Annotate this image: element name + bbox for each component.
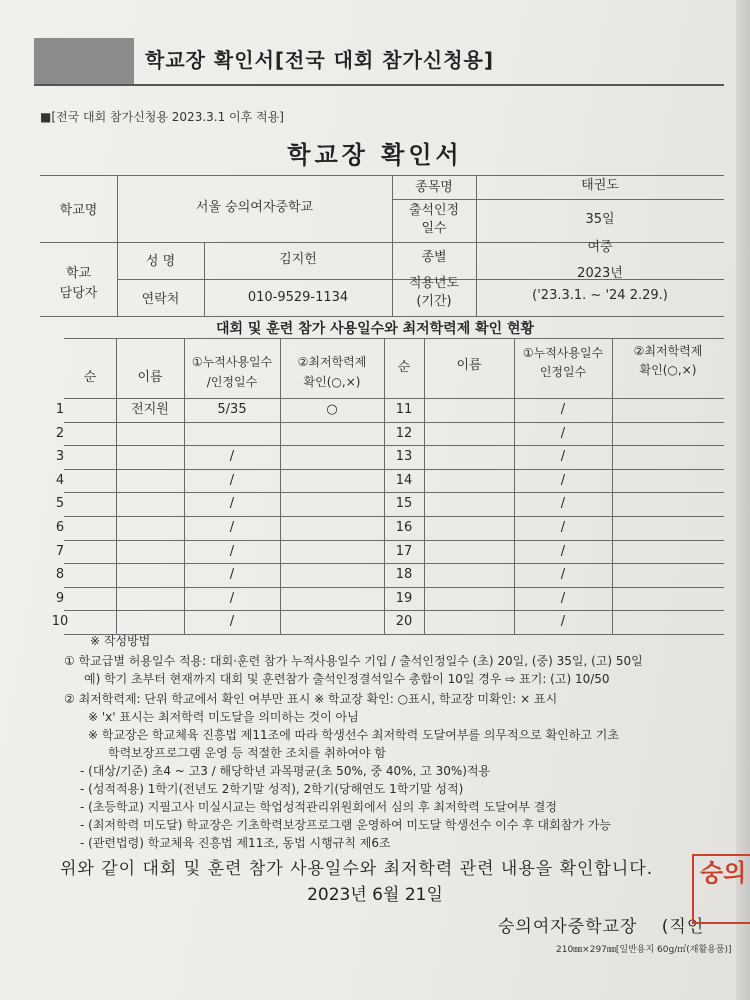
row-number: 7 <box>55 543 65 559</box>
name-value: 김지헌 <box>279 252 317 267</box>
row-min-check: ○ <box>326 402 338 417</box>
note-1a: ① 학교급별 허용일수 적용: 대회·훈련 참가 누적사용일수 기입 / 출석인정일수 (초) 20일, (중) 35일, (고) 50일 <box>64 654 643 668</box>
col-header-min-left-1: ②최저학력제 <box>297 355 367 369</box>
row-number: 18 <box>395 567 413 583</box>
row-days: / <box>229 590 235 606</box>
attend-label-1: 출석인정 <box>408 203 460 218</box>
table-row-line <box>64 610 724 611</box>
row-number: 10 <box>51 614 69 630</box>
signer-name: 숭의여자중학교장 <box>498 917 638 937</box>
note-7: - (관련법령) 학교체육 진흥법 제11조, 동법 시행규칙 제6조 <box>80 836 391 850</box>
row-days: / <box>560 614 566 630</box>
col-header-days-left-2: /인정일수 <box>206 375 258 389</box>
info-table-top <box>40 175 724 176</box>
name-label: 성 명 <box>145 254 176 269</box>
row-days: / <box>560 496 566 512</box>
period-value: ('23.3.1. ~ '24 2.29.) <box>532 288 668 303</box>
manager-label-1: 학교 <box>65 266 92 281</box>
row-days: / <box>560 543 566 559</box>
table-row-line <box>64 563 724 564</box>
contact-value: 010-9529-1134 <box>247 290 349 305</box>
row-number: 13 <box>395 449 413 465</box>
table-row-line <box>64 469 724 470</box>
table-column-line <box>612 338 613 634</box>
principal-signature-line <box>498 912 704 937</box>
table-column-line <box>424 338 425 634</box>
info-row-divider-right-1 <box>392 199 724 200</box>
document-title: 학교장 확인서 <box>287 141 463 169</box>
row-number: 19 <box>395 590 413 606</box>
row-number: 20 <box>395 614 413 630</box>
contact-label: 연락처 <box>141 292 180 307</box>
col-header-days-right-1: ①누적사용일수 <box>522 346 604 360</box>
note-3: - (대상/기준) 초4 ~ 고3 / 해당학년 과목평균(초 50%, 중 40%, 고 30%)적용 <box>80 764 491 778</box>
title-bar-decoration <box>34 38 134 84</box>
table-row-line <box>64 587 724 588</box>
school-value: 서울 숭의여자중학교 <box>195 200 314 215</box>
col-header-days-right-2: 인정일수 <box>539 365 587 379</box>
row-number: 6 <box>55 520 65 535</box>
official-seal <box>692 854 750 924</box>
row-days: / <box>560 590 566 606</box>
row-number: 16 <box>395 520 413 535</box>
seal-text: 숭의 <box>700 859 747 887</box>
row-days: 5/35 <box>217 402 247 417</box>
note-2a: ② 최저학력제: 단위 학교에서 확인 여부만 표시 ※ 학교장 확인: ○표시, 학교장 미확인: × 표시 <box>64 692 558 706</box>
table-row-line <box>64 445 724 446</box>
sport-label: 종목명 <box>415 180 453 195</box>
row-days: / <box>560 402 566 417</box>
col-header-days-left-1: ①누적사용일수 <box>191 355 273 369</box>
row-days: / <box>560 425 566 441</box>
table-row-line <box>64 634 724 635</box>
year-label-1: 적용년도 <box>408 276 460 291</box>
row-number: 9 <box>55 590 65 606</box>
row-number: 5 <box>55 496 65 512</box>
row-number: 4 <box>55 472 65 488</box>
table-row-line <box>64 422 724 423</box>
row-number: 8 <box>55 567 65 583</box>
col-header-min-left-2: 확인(○,×) <box>303 375 361 389</box>
section-title: 대회 및 훈련 참가 사용일수와 최저학력제 확인 현황 <box>215 321 535 337</box>
note-4: - (성적적용) 1학기(전년도 2학기말 성적), 2학기(당해연도 1학기말 성적) <box>80 782 464 796</box>
type-label: 종별 <box>421 250 447 265</box>
row-days: / <box>560 472 566 488</box>
row-number: 2 <box>55 425 65 441</box>
issue-date: 2023년 6월 21일 <box>307 885 443 905</box>
row-name: 전지원 <box>131 402 169 417</box>
row-days: / <box>560 567 566 583</box>
col-header-no-left: 순 <box>83 370 97 385</box>
school-label: 학교명 <box>59 203 98 218</box>
col-header-min-right-1: ②최저학력제 <box>633 344 703 358</box>
row-number: 3 <box>55 449 65 465</box>
table-top-line <box>64 338 724 339</box>
table-row-line <box>64 540 724 541</box>
attend-label-2: 일수 <box>421 221 447 236</box>
row-number: 1 <box>55 402 65 417</box>
row-number: 11 <box>395 402 413 417</box>
note-2c: ※ 학교장은 학교체육 진흥법 제11조에 따라 학생선수 최저학력 도달여부를 의무적으로 확인하고 기초 <box>88 728 619 742</box>
note-5: - (초등학교) 지필고사 미실시교는 학업성적관리위원회에서 심의 후 최저학력 도달여부 결정 <box>80 800 557 814</box>
notes-heading: ※ 작성방법 <box>90 634 151 648</box>
note-2b: ※ 'x' 표시는 최저학력 미도달을 의미하는 것이 아님 <box>88 710 359 724</box>
note-2d: 학력보장프로그램 운영 등 적절한 조치를 취하여야 함 <box>108 746 386 760</box>
sport-value: 태권도 <box>581 178 619 193</box>
row-days: / <box>229 543 235 559</box>
row-days: / <box>229 449 235 465</box>
col-header-min-right-2: 확인(○,×) <box>639 363 697 377</box>
title-rule <box>34 84 724 86</box>
type-value: 여중 <box>587 240 613 255</box>
row-number: 12 <box>395 425 413 441</box>
table-row-line <box>64 516 724 517</box>
table-row-line <box>64 492 724 493</box>
form-title: 학교장 확인서[전국 대회 참가신청용] <box>145 48 494 72</box>
table-header-line <box>64 398 724 399</box>
form-subnote: ■[전국 대회 참가신청용 2023.3.1 이후 적용] <box>40 110 284 124</box>
signer-suffix: (직인 <box>661 917 705 937</box>
row-days: / <box>560 449 566 465</box>
year-value: 2023년 <box>577 266 623 281</box>
row-number: 17 <box>395 543 413 559</box>
manager-label-2: 담당자 <box>59 286 98 301</box>
info-table-bottom <box>40 316 724 317</box>
note-6: - (최저학력 미도달) 학교장은 기초학력보장프로그램 운영하여 미도달 학생선수 이수 후 대회참가 가능 <box>80 818 611 832</box>
paper-spec: 210㎜×297㎜[일반용지 60g/㎡(재활용품)] <box>556 945 732 955</box>
confirmation-statement: 위와 같이 대회 및 훈련 참가 사용일수와 최저학력 관련 내용을 확인합니다. <box>60 859 654 879</box>
row-days: / <box>229 567 235 583</box>
note-1b: 예) 학기 초부터 현재까지 대회 및 훈련참가 출석인정결석일수 총합이 10일 경우 ⇨ 표기: (고) 10/50 <box>84 672 610 686</box>
attend-value: 35일 <box>585 212 615 227</box>
row-days: / <box>560 520 566 535</box>
col-header-no-right: 순 <box>397 360 411 375</box>
col-header-name-right: 이름 <box>456 358 482 373</box>
col-header-name-left: 이름 <box>137 370 163 385</box>
year-label-2: (기간) <box>416 294 452 309</box>
row-days: / <box>229 472 235 488</box>
row-number: 14 <box>395 472 413 488</box>
row-days: / <box>229 520 235 535</box>
row-number: 15 <box>395 496 413 512</box>
row-days: / <box>229 496 235 512</box>
row-days: / <box>229 614 235 630</box>
